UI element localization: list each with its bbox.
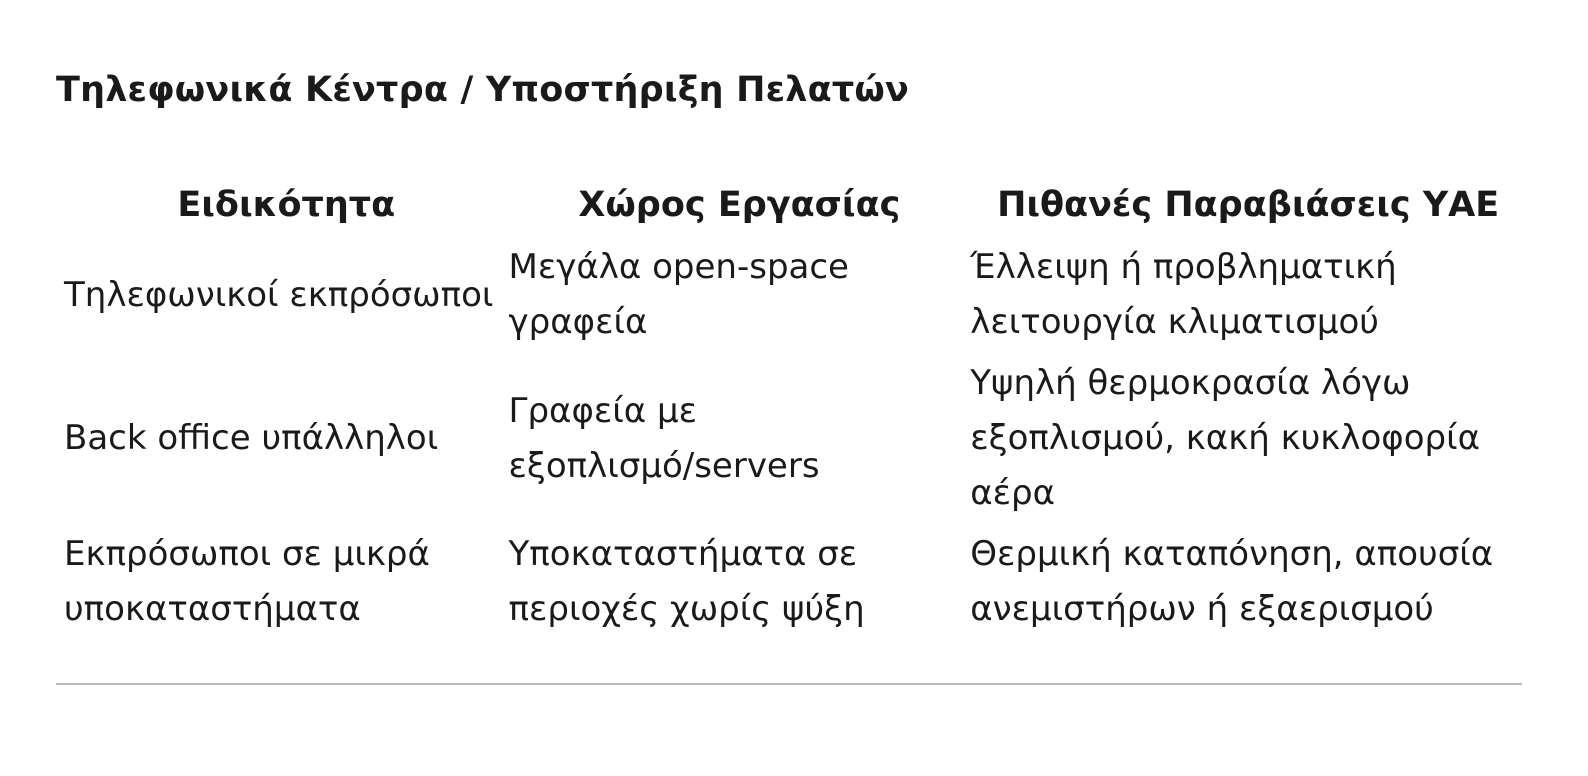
occupations-table [56,180,1526,643]
table-row [56,240,1526,356]
table-row [56,527,1526,643]
table-cell: Υποκαταστήματα σε περιοχές χωρίς ψύξη [508,534,865,629]
table-cell: Θερμική καταπόνηση, απουσία ανεμιστήρων ή εξαερισμού [970,534,1494,629]
table-cell: Μεγάλα open-space γραφεία [508,247,849,342]
horizontal-divider [56,683,1522,685]
header-specialty: Ειδικότητα [177,185,396,225]
table-row [56,356,1526,527]
header-violations: Πιθανές Παραβιάσεις ΥΑΕ [997,185,1500,225]
table-cell: Εκπρόσωποι σε μικρά υποκαταστήματα [64,534,430,629]
table-cell: Υψηλή θερμοκρασία λόγω εξοπλισμού, κακή κυκλοφορία αέρα [970,363,1481,513]
table-header-row [56,180,1526,240]
header-workplace: Χώρος Εργασίας [578,185,901,225]
table-cell: Back office υπάλληλοι [64,418,439,458]
table-cell: Έλλειψη ή προβληματική λειτουργία κλιματισμού [970,247,1397,342]
document-title: Τηλεφωνικά Κέντρα / Υποστήριξη Πελατών [56,70,910,110]
table-cell: Τηλεφωνικοί εκπρόσωποι [64,274,494,315]
table-cell: Γραφεία με εξοπλισμό/servers [508,390,820,486]
